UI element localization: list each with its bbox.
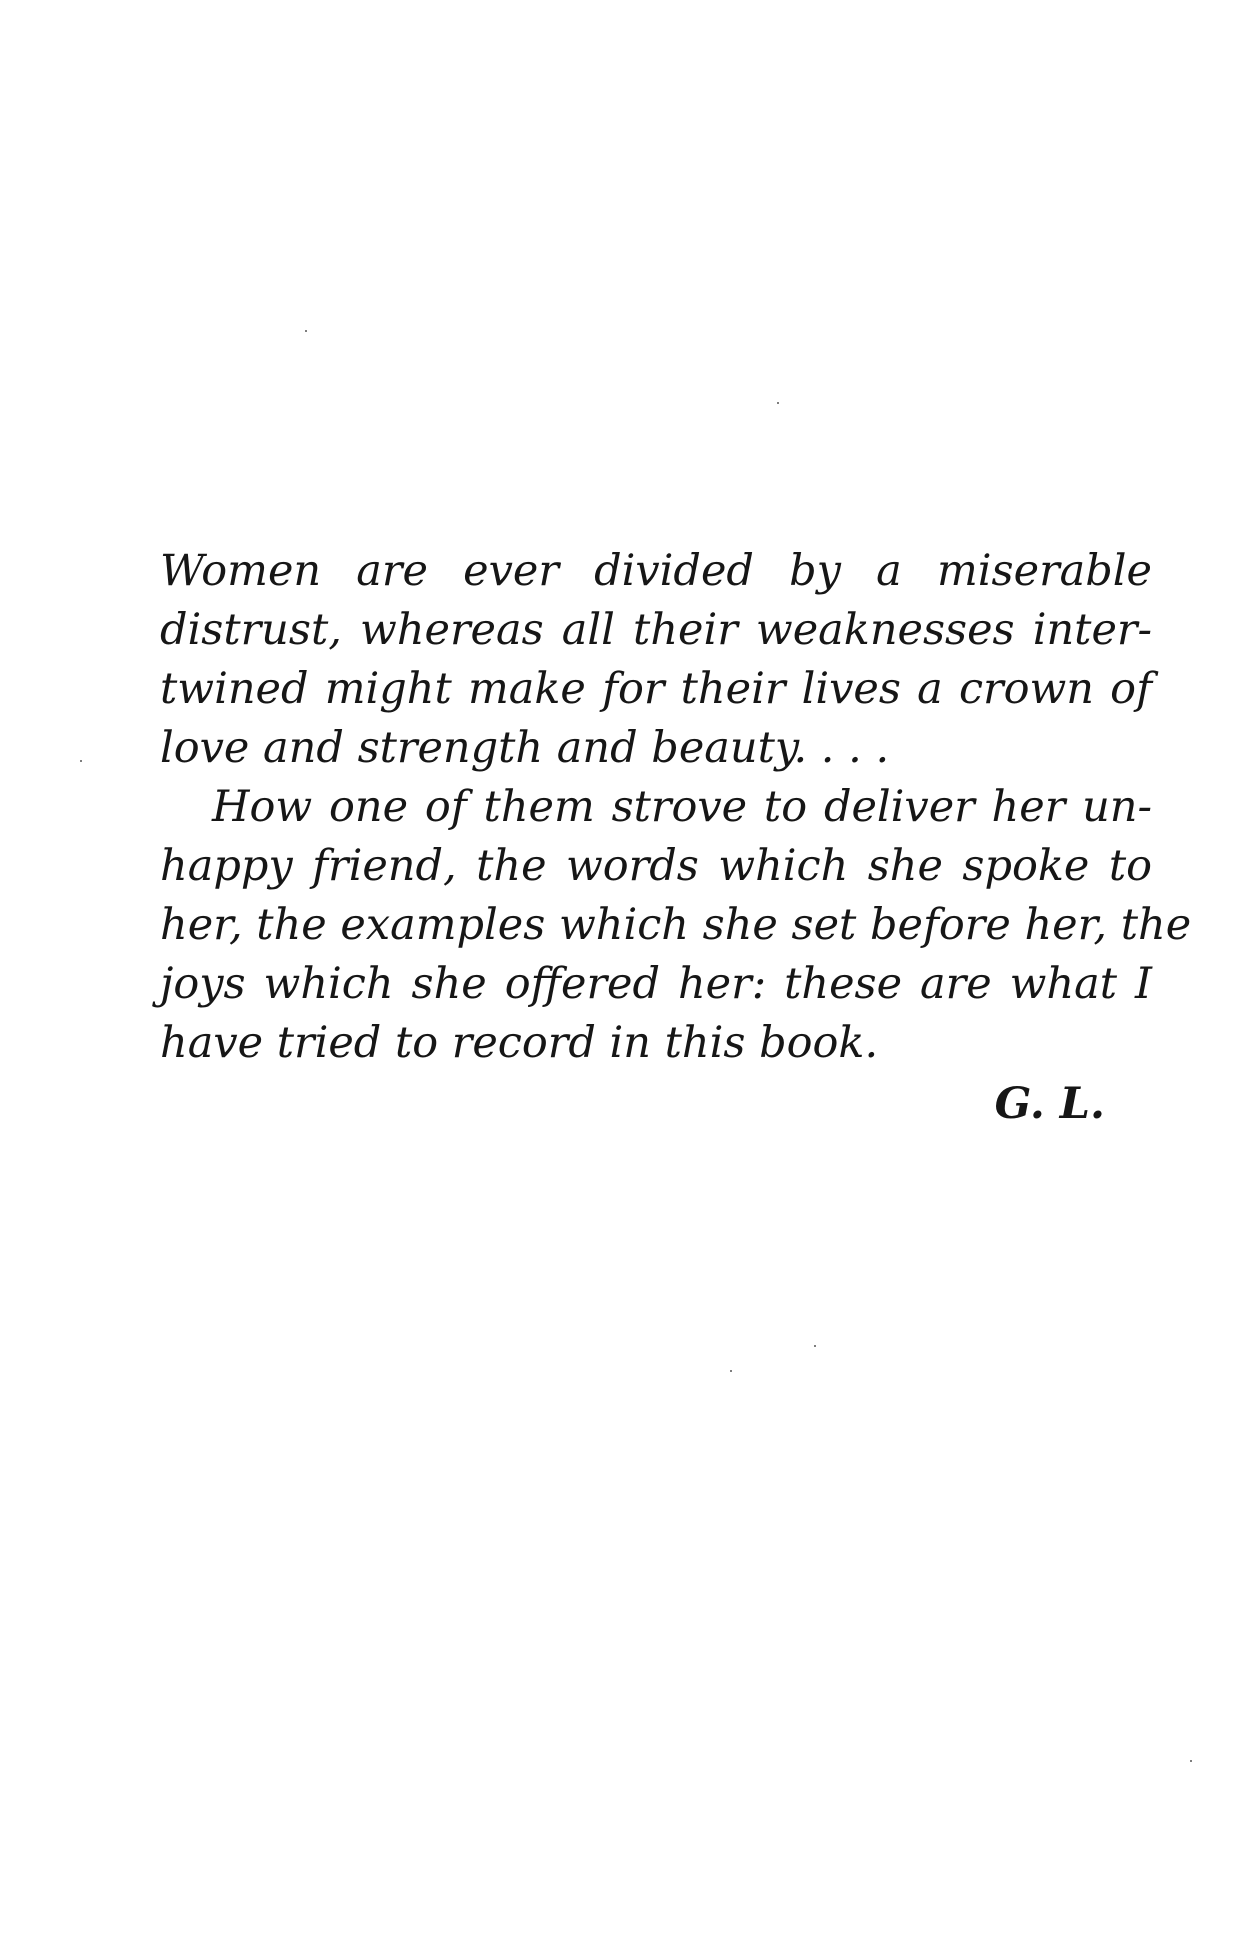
- epigraph-line: her, the examples which she set before her, the: [160, 900, 1192, 950]
- epigraph-line: distrust, whereas all their weaknesses inter-: [160, 605, 1152, 655]
- epigraph-line: twined might make for their lives a crown of: [160, 664, 1152, 714]
- epigraph-line: joys which she offered her: these are what I: [160, 959, 1152, 1009]
- scan-speck: [305, 330, 307, 332]
- epigraph-text: [160, 542, 1192, 1073]
- epigraph-line: love and strength and beauty. . . .: [160, 723, 890, 773]
- scan-speck: [777, 402, 779, 404]
- epigraph-line: happy friend, the words which she spoke to: [160, 841, 1152, 891]
- scan-speck: [814, 1345, 816, 1347]
- epigraph-line: have tried to record in this book.: [160, 1018, 879, 1068]
- epigraph-line: Women are ever divided by a miserable: [160, 546, 1152, 596]
- epigraph-line: How one of them strove to deliver her un-: [212, 782, 1152, 832]
- scan-speck: [730, 1370, 732, 1372]
- scan-speck: [80, 760, 82, 762]
- scan-speck: [1190, 1760, 1192, 1762]
- author-initials: G. L.: [994, 1079, 1105, 1129]
